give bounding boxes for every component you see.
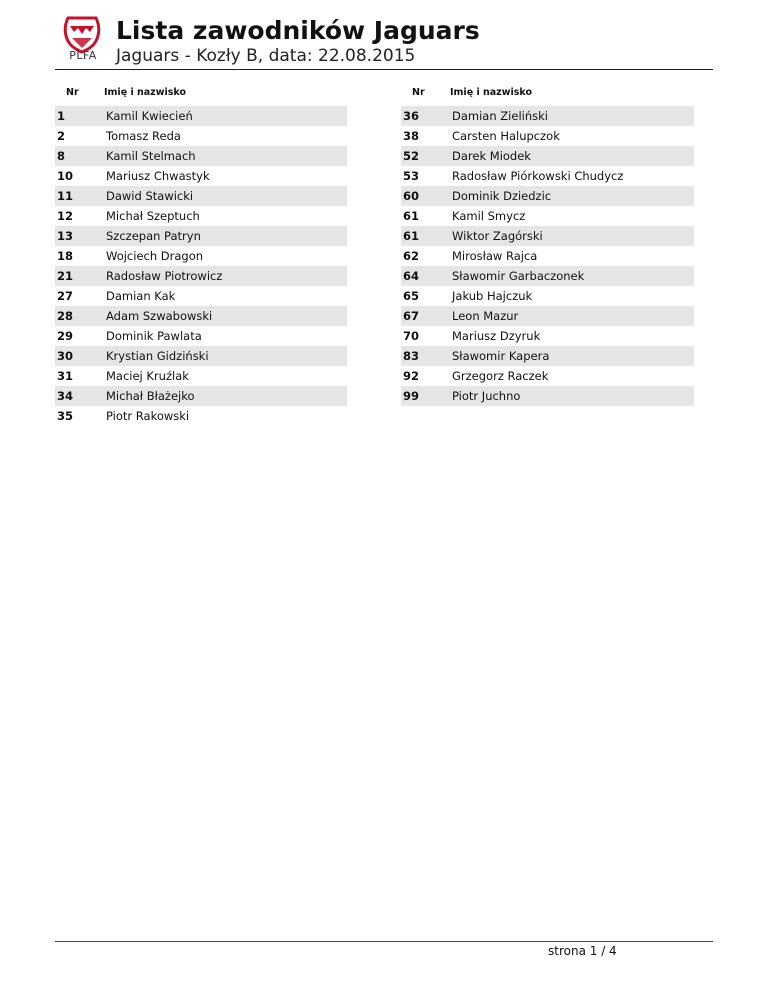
player-name: Radosław Piórkowski Chudycz: [452, 169, 624, 183]
table-row: [55, 266, 347, 286]
page-number: strona 1 / 4: [548, 944, 617, 958]
player-number: 12: [57, 209, 74, 223]
player-name: Wojciech Dragon: [106, 249, 204, 263]
player-number: 35: [57, 409, 74, 423]
column-header-name: Imię i nazwisko: [450, 86, 532, 98]
player-name: Dawid Stawicki: [104, 186, 347, 206]
player-name: Dominik Pawlata: [106, 329, 202, 343]
table-header-row: [55, 84, 347, 100]
table-row: [55, 166, 347, 186]
player-name: Sławomir Kapera: [450, 346, 694, 366]
player-number: 61: [401, 226, 450, 246]
table-row: [55, 286, 347, 306]
player-name: Damian Zieliński: [450, 106, 694, 126]
table-row: [401, 246, 694, 266]
player-name: Maciej Kruźlak: [106, 369, 189, 383]
player-number: 60: [401, 186, 450, 206]
player-name: Michał Szeptuch: [106, 209, 200, 223]
player-name: Krystian Gidziński: [104, 346, 347, 366]
player-number: 34: [55, 386, 104, 406]
player-name: Wiktor Zagórski: [450, 226, 694, 246]
table-row: [55, 326, 347, 346]
player-number: 62: [403, 249, 420, 263]
player-number: 11: [55, 186, 104, 206]
player-name: Tomasz Reda: [106, 129, 181, 143]
table-row: [55, 246, 347, 266]
table-row: [401, 386, 694, 406]
table-row: [55, 386, 347, 406]
player-number: 31: [57, 369, 74, 383]
table-row: [401, 206, 694, 226]
players-table-right: [401, 84, 694, 406]
table-row: [401, 146, 694, 166]
table-row: [55, 146, 347, 166]
table-row: [401, 326, 694, 346]
player-name: Mirosław Rajca: [452, 249, 538, 263]
logo-text: PLFA: [69, 49, 97, 62]
player-number: 27: [57, 289, 74, 303]
table-row: [55, 306, 347, 326]
table-row: [55, 366, 347, 386]
player-number: 65: [403, 289, 420, 303]
player-name: Dominik Dziedzic: [450, 186, 694, 206]
table-row: [55, 226, 347, 246]
player-number: 36: [401, 106, 450, 126]
table-row: [401, 186, 694, 206]
players-list-left: [55, 106, 347, 426]
players-list-right: [401, 106, 694, 406]
player-number: 92: [403, 369, 420, 383]
player-number: 8: [55, 146, 104, 166]
table-row: [401, 366, 694, 386]
header-divider: [55, 69, 713, 70]
table-row: [401, 226, 694, 246]
player-number: 53: [403, 169, 420, 183]
player-name: Piotr Juchno: [450, 386, 694, 406]
player-number: 38: [403, 129, 420, 143]
table-row: [401, 286, 694, 306]
player-name: Kamil Stelmach: [104, 146, 347, 166]
table-row: [55, 186, 347, 206]
player-number: 99: [401, 386, 450, 406]
player-number: 70: [403, 329, 420, 343]
footer-divider: [55, 941, 713, 942]
column-header-name: Imię i nazwisko: [104, 86, 186, 98]
player-number: 67: [401, 306, 450, 326]
table-row: [55, 346, 347, 366]
player-name: Carsten Halupczok: [452, 129, 560, 143]
table-row: [401, 266, 694, 286]
table-row: [55, 406, 347, 426]
player-name: Jakub Hajczuk: [452, 289, 533, 303]
table-header-row: [401, 84, 694, 100]
table-row: [55, 126, 347, 146]
column-header-nr: Nr: [66, 86, 79, 98]
player-number: 13: [55, 226, 104, 246]
player-name: Sławomir Garbaczonek: [450, 266, 694, 286]
player-name: Mariusz Dzyruk: [452, 329, 541, 343]
player-number: 1: [55, 106, 104, 126]
table-row: [55, 206, 347, 226]
player-number: 18: [57, 249, 74, 263]
player-name: Grzegorz Raczek: [452, 369, 549, 383]
table-row: [401, 306, 694, 326]
player-name: Damian Kak: [106, 289, 176, 303]
player-number: 52: [401, 146, 450, 166]
player-name: Adam Szwabowski: [104, 306, 347, 326]
page-subtitle: Jaguars - Kozły B, data: 22.08.2015: [116, 46, 416, 66]
player-name: Michał Błażejko: [104, 386, 347, 406]
player-number: 64: [401, 266, 450, 286]
column-header-nr: Nr: [412, 86, 425, 98]
player-number: 30: [55, 346, 104, 366]
player-number: 28: [55, 306, 104, 326]
player-name: Leon Mazur: [450, 306, 694, 326]
table-row: [401, 126, 694, 146]
table-row: [401, 166, 694, 186]
players-table-left: [55, 84, 347, 426]
player-number: 83: [401, 346, 450, 366]
table-row: [55, 106, 347, 126]
player-number: 29: [57, 329, 74, 343]
player-number: 2: [57, 129, 66, 143]
player-number: 61: [403, 209, 420, 223]
player-name: Piotr Rakowski: [106, 409, 190, 423]
player-number: 21: [55, 266, 104, 286]
page-title: Lista zawodników Jaguars: [116, 16, 480, 45]
player-name: Darek Miodek: [450, 146, 694, 166]
player-name: Szczepan Patryn: [104, 226, 347, 246]
player-name: Kamil Kwiecień: [104, 106, 347, 126]
table-row: [401, 346, 694, 366]
player-name: Mariusz Chwastyk: [106, 169, 210, 183]
player-number: 10: [57, 169, 74, 183]
player-name: Radosław Piotrowicz: [104, 266, 347, 286]
player-name: Kamil Smycz: [452, 209, 526, 223]
table-row: [401, 106, 694, 126]
